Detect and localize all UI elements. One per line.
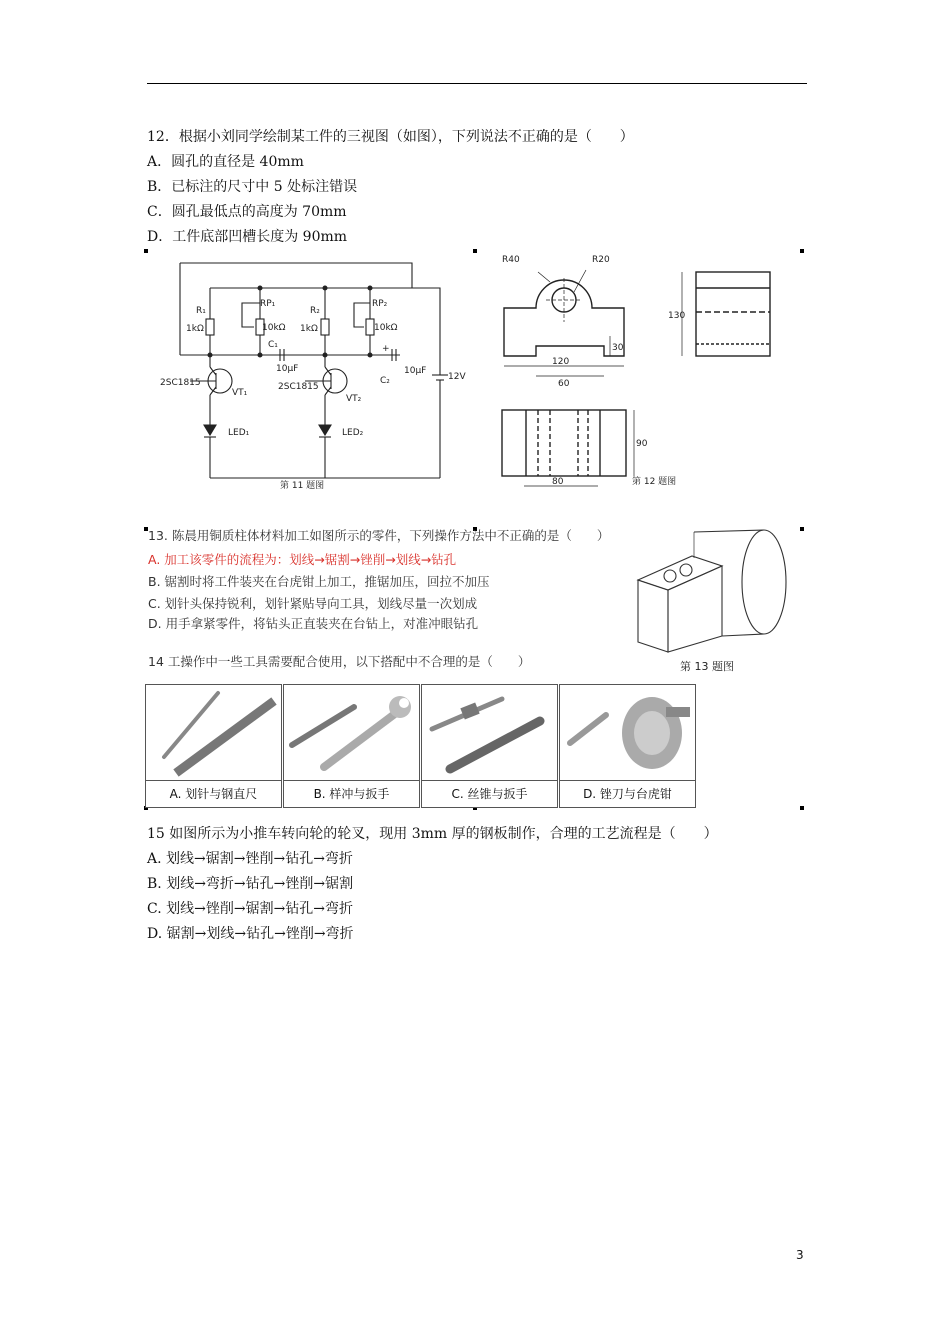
label-plus: + [382, 344, 390, 354]
punch-wrench-icon [284, 685, 421, 781]
label-r1: R₁ [196, 306, 206, 316]
file-vise-icon [560, 685, 697, 781]
label-c2-val: 10μF [404, 366, 427, 376]
q13-option-a: A. 加工该零件的流程为：划线→锯割→锉削→划线→钻孔 [148, 552, 457, 567]
part-figure [632, 526, 802, 672]
label-rp1-val: 10kΩ [262, 323, 286, 333]
dim-90: 90 [636, 439, 648, 449]
tool-option-c [421, 684, 558, 808]
q15-stem: 15 如图所示为小推车转向轮的轮叉，现用 3mm 厚的钢板制作，合理的工艺流程是（ ） [147, 826, 718, 842]
q13-option-d: D. 用手拿紧零件，将钻头正直装夹在台钻上，对准冲眼钻孔 [148, 616, 479, 631]
scriber-ruler-icon [146, 685, 283, 781]
label-c1: C₁ [268, 340, 278, 350]
q15-option-c: C. 划线→锉削→锯割→钻孔→弯折 [147, 901, 354, 917]
label-r1-val: 1kΩ [186, 324, 204, 334]
tool-label-d: D. 锉刀与台虎钳 [560, 780, 695, 807]
dim-r40: R40 [502, 255, 520, 265]
tool-label-b: B. 样冲与扳手 [284, 780, 419, 807]
q13-option-c: C. 划针头保持锐利，划针紧贴导向工具，划线尽量一次划成 [148, 596, 478, 611]
circuit-diagram [160, 255, 480, 491]
dim-80: 80 [552, 477, 564, 487]
label-rp2: RP₂ [372, 299, 388, 309]
tool-option-a [145, 684, 282, 808]
q15-option-b: B. 划线→弯折→钻孔→锉削→锯割 [147, 876, 354, 892]
dim-60: 60 [558, 379, 570, 389]
q12-option-d: D．工件底部凹槽长度为 90mm [147, 229, 348, 245]
selection-handle [800, 806, 804, 810]
tool-label-a: A. 划针与钢直尺 [146, 780, 281, 807]
q15-option-d: D. 锯割→划线→钻孔→锉削→弯折 [147, 926, 354, 942]
page-number: 3 [796, 1248, 804, 1262]
q13-option-b: B. 锯割时将工件装夹在台虎钳上加工，推锯加压，回拉不加压 [148, 574, 490, 589]
header-rule [147, 83, 807, 84]
label-r2-val: 1kΩ [300, 324, 318, 334]
q14-stem: 14 工操作中一些工具需要配合使用，以下搭配中不合理的是（ ） [148, 654, 531, 669]
q12-option-c: C．圆孔最低点的高度为 70mm [147, 204, 347, 220]
label-led2: LED₂ [342, 428, 364, 438]
dim-120: 120 [552, 357, 570, 367]
label-rp1: RP₁ [260, 299, 276, 309]
tool-option-b [283, 684, 420, 808]
q12-option-a: A．圆孔的直径是 40mm [147, 154, 304, 170]
tool-option-d [559, 684, 696, 808]
tap-wrench-icon [422, 685, 559, 781]
caption-fig13: 第 13 题图 [680, 660, 734, 672]
dim-r20: R20 [592, 255, 610, 265]
tool-label-c: C. 丝锥与扳手 [422, 780, 557, 807]
label-vt1: VT₁ [232, 388, 248, 398]
label-c2: C₂ [380, 376, 390, 386]
selection-handle [144, 249, 148, 253]
caption-fig12: 第 12 题图 [632, 477, 677, 487]
label-c1-val: 10μF [276, 364, 299, 374]
label-r2: R₂ [310, 306, 320, 316]
label-vt2: VT₂ [346, 394, 362, 404]
q13-stem: 13. 陈晨用铜质柱体材料加工如图所示的零件，下列操作方法中不正确的是（ ） [148, 528, 610, 543]
label-t1-type: 2SC1815 [160, 378, 201, 388]
q15-option-a: A. 划线→锯割→锉削→钻孔→弯折 [147, 851, 353, 867]
q12-option-b: B．已标注的尺寸中 5 处标注错误 [147, 179, 358, 195]
dim-130: 130 [668, 311, 686, 321]
q12-stem: 12．根据小刘同学绘制某工件的三视图（如图），下列说法不正确的是（ ） [147, 129, 634, 145]
label-led1: LED₁ [228, 428, 250, 438]
selection-handle [473, 249, 477, 253]
caption-fig11: 第 11 题图 [280, 481, 325, 491]
dim-30: 30 [612, 343, 624, 353]
label-t2-type: 2SC1815 [278, 382, 319, 392]
label-12v: 12V [448, 372, 466, 382]
label-rp2-val: 10kΩ [374, 323, 398, 333]
three-view-drawing [488, 248, 803, 498]
